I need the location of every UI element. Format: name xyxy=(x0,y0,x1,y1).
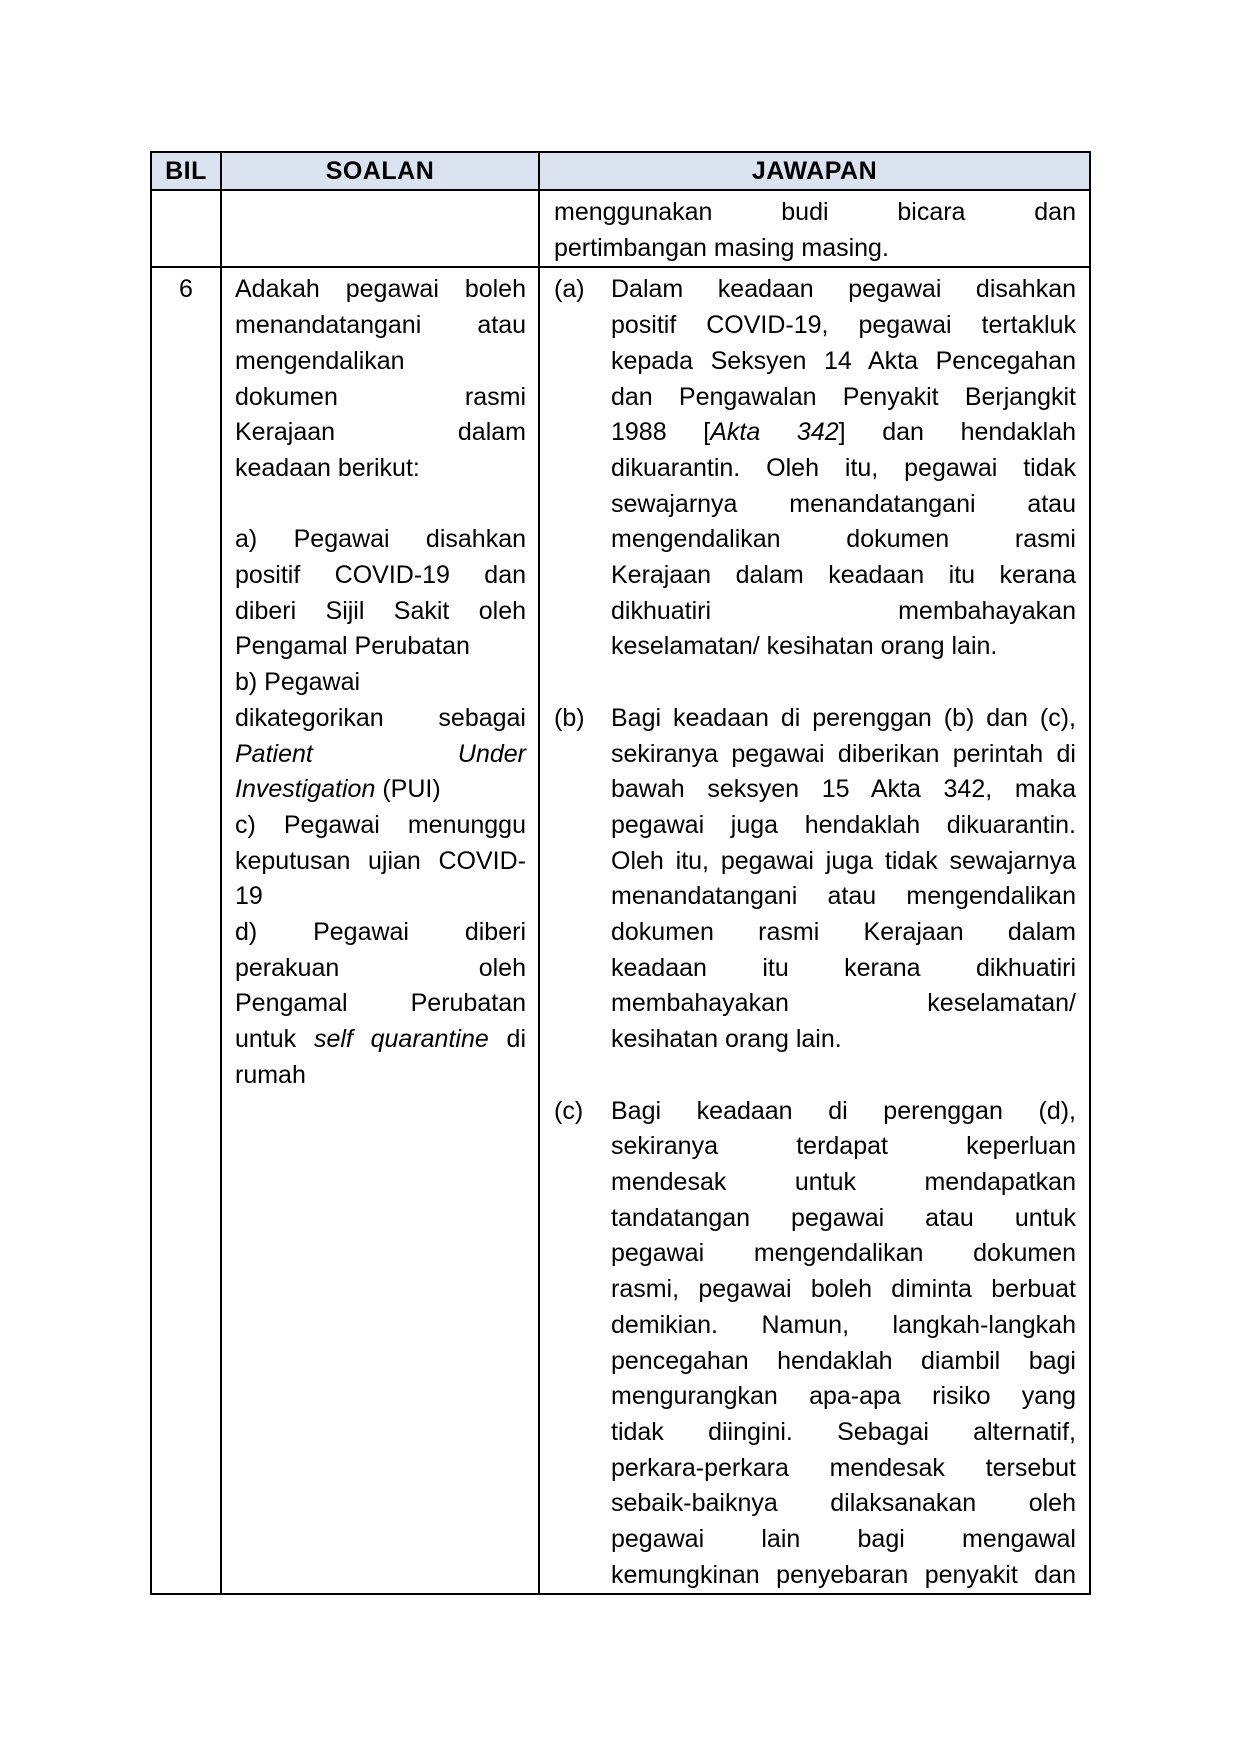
text-line: Investigation (PUI) xyxy=(235,775,441,804)
answer-item-body xyxy=(611,701,1076,1058)
text-line: d) Pegawai diberi xyxy=(235,918,526,947)
answer-item-label: (c) xyxy=(554,1096,584,1125)
answer-item xyxy=(554,272,1076,665)
answer-item xyxy=(554,1094,1076,1594)
text-line xyxy=(554,1058,1076,1094)
answer-item-body xyxy=(611,1094,1076,1594)
text-line: keselamatan/ kesihatan orang lain. xyxy=(611,632,998,661)
text-line: sebaik-baiknya dilaksanakan oleh xyxy=(611,1489,1076,1518)
header-jawapan: JAWAPAN xyxy=(539,152,1090,190)
text-line: mengendalikan xyxy=(235,346,405,375)
text-line: positif COVID-19 dan xyxy=(235,561,526,590)
text-line: mengendalikan dokumen rasmi xyxy=(611,525,1076,554)
text-line: Kerajaan dalam xyxy=(235,418,526,447)
text-line: Kerajaan dalam keadaan itu kerana xyxy=(611,561,1076,590)
text-line: menggunakan budi bicara dan xyxy=(554,198,1076,226)
text-line: pegawai lain bagi mengawal xyxy=(611,1525,1076,1554)
text-line: rasmi, pegawai boleh diminta berbuat xyxy=(611,1275,1076,1304)
answer-item-label: (a) xyxy=(554,275,585,304)
text-line: dikuarantin. Oleh itu, pegawai tidak xyxy=(611,453,1076,482)
text-line: pertimbangan masing masing. xyxy=(554,233,889,262)
text-line xyxy=(554,665,1076,701)
text-line: rumah xyxy=(235,1060,306,1089)
answer-continuation-text xyxy=(540,191,1089,266)
text-line: membahayakan keselamatan/ xyxy=(611,989,1076,1018)
answer-text xyxy=(540,268,1089,1593)
text-line: Patient Under xyxy=(235,739,526,768)
text-line: sekiranya pegawai diberikan perintah di xyxy=(611,739,1076,768)
text-line: kemungkinan penyebaran penyakit dan xyxy=(611,1560,1076,1589)
text-line xyxy=(235,487,526,523)
text-line: menandatangani atau mengendalikan xyxy=(611,882,1076,911)
cell-bil-empty xyxy=(151,190,221,267)
cell-jawapan-continuation xyxy=(539,190,1090,267)
text-line: perkara-perkara mendesak tersebut xyxy=(611,1453,1076,1482)
text-line: dikategorikan sebagai xyxy=(235,703,526,732)
faq-table xyxy=(150,151,1091,1595)
header-soalan: SOALAN xyxy=(221,152,539,190)
cell-soalan-empty xyxy=(221,190,539,267)
text-line: a) Pegawai disahkan xyxy=(235,525,526,554)
text-line: positif COVID-19, pegawai tertakluk xyxy=(611,311,1076,340)
answer-item-label: (b) xyxy=(554,703,585,732)
text-line: dan Pengawalan Penyakit Berjangkit xyxy=(611,382,1076,411)
text-line: menandatangani atau xyxy=(235,311,526,340)
text-line: bawah seksyen 15 Akta 342, maka xyxy=(611,775,1076,804)
header-bil: BIL xyxy=(151,152,221,190)
text-line: pegawai mengendalikan dokumen xyxy=(611,1239,1076,1268)
text-line: Adakah pegawai boleh xyxy=(235,275,526,304)
text-line: tandatangan pegawai atau untuk xyxy=(611,1203,1076,1232)
text-line: mendesak untuk mendapatkan xyxy=(611,1167,1076,1196)
answer-item-body xyxy=(611,272,1076,665)
text-line: demikian. Namun, langkah-langkah xyxy=(611,1310,1076,1339)
table-header-row xyxy=(151,152,1090,190)
text-line: keadaan itu kerana dikhuatiri xyxy=(611,953,1076,982)
text-line: keputusan ujian COVID- xyxy=(235,846,526,875)
text-line: dokumen rasmi xyxy=(235,382,526,411)
text-line: Oleh itu, pegawai juga tidak sewajarnya xyxy=(611,846,1076,875)
text-line: perakuan oleh xyxy=(235,953,526,982)
text-line: pegawai juga hendaklah dikuarantin. xyxy=(611,810,1076,839)
text-line: untuk self quarantine di xyxy=(235,1025,526,1054)
text-line: Bagi keadaan di perenggan (b) dan (c), xyxy=(611,703,1076,732)
text-line: c) Pegawai menunggu xyxy=(235,810,526,839)
text-line: 19 xyxy=(235,882,263,911)
text-line: mengurangkan apa-apa risiko yang xyxy=(611,1382,1076,1411)
text-line: Pengamal Perubatan xyxy=(235,632,470,661)
text-line: kepada Seksyen 14 Akta Pencegahan xyxy=(611,346,1076,375)
text-line: b) Pegawai xyxy=(235,668,361,697)
answer-item xyxy=(554,701,1076,1058)
text-line: sewajarnya menandatangani atau xyxy=(611,489,1076,518)
text-line: pencegahan hendaklah diambil bagi xyxy=(611,1346,1076,1375)
text-line: keadaan berikut: xyxy=(235,453,420,482)
text-line: dikhuatiri membahayakan xyxy=(611,596,1076,625)
question-text xyxy=(222,268,538,1093)
cell-jawapan xyxy=(539,267,1090,1594)
text-line: dokumen rasmi Kerajaan dalam xyxy=(611,918,1076,947)
text-line: Pengamal Perubatan xyxy=(235,989,526,1018)
text-line: Dalam keadaan pegawai disahkan xyxy=(611,275,1076,304)
text-line: 1988 [Akta 342] dan hendaklah xyxy=(611,418,1076,447)
cell-soalan xyxy=(221,267,539,1594)
table-row-question-6 xyxy=(151,267,1090,1594)
text-line: diberi Sijil Sakit oleh xyxy=(235,596,526,625)
text-line: sekiranya terdapat keperluan xyxy=(611,1132,1076,1161)
cell-bil xyxy=(151,267,221,1594)
question-number: 6 xyxy=(179,275,193,304)
text-line: kesihatan orang lain. xyxy=(611,1025,842,1054)
text-line: Bagi keadaan di perenggan (d), xyxy=(611,1096,1076,1125)
table-row-continuation xyxy=(151,190,1090,267)
text-line: tidak diingini. Sebagai alternatif, xyxy=(611,1417,1076,1446)
